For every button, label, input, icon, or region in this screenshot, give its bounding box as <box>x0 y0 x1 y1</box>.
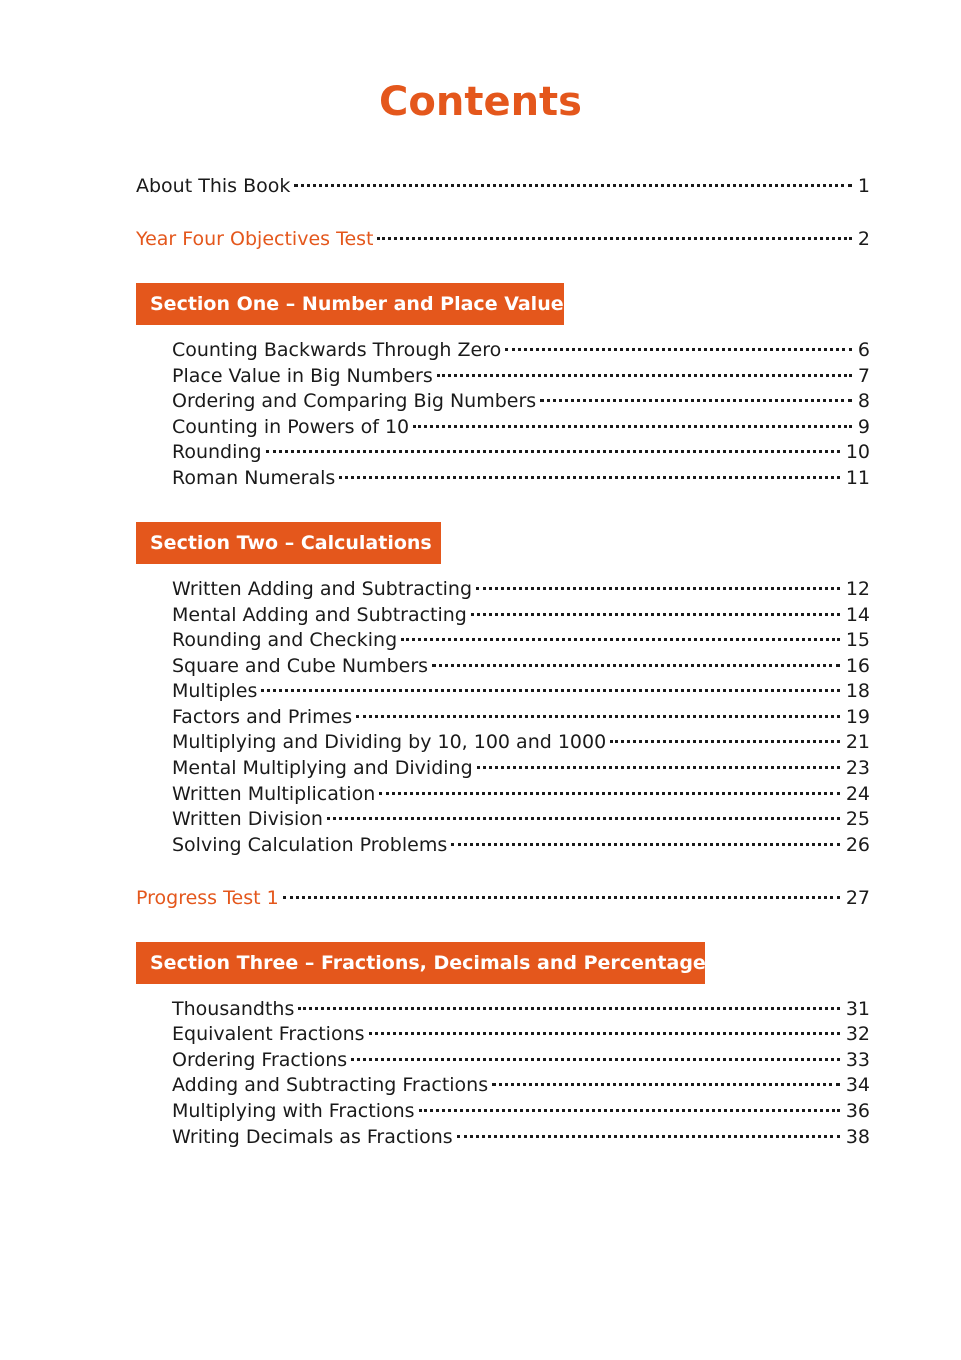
toc-entry-page: 2 <box>857 228 870 250</box>
toc-entry-label: Rounding <box>172 441 262 463</box>
dot-leader <box>451 843 840 846</box>
toc-entry-label: Equivalent Fractions <box>172 1023 365 1045</box>
toc-entry-page: 24 <box>845 783 870 805</box>
toc-entry-progress-test[interactable] <box>136 885 870 911</box>
dot-leader <box>266 450 840 453</box>
section-two-header: Section Two – Calculations <box>136 522 441 564</box>
toc-entry-page: 31 <box>845 998 870 1020</box>
toc-entry[interactable] <box>172 653 870 679</box>
toc-entry[interactable] <box>172 1072 870 1098</box>
toc-entry[interactable] <box>172 602 870 628</box>
toc-entry-objectives-test[interactable] <box>136 226 870 252</box>
toc-entry[interactable] <box>172 414 870 440</box>
toc-entry-page: 7 <box>857 365 870 387</box>
toc-entry-label: Written Multiplication <box>172 783 376 805</box>
toc-entry-page: 34 <box>845 1074 870 1096</box>
toc-entry-label: Writing Decimals as Fractions <box>172 1126 453 1148</box>
toc-entry-about[interactable] <box>136 173 870 199</box>
toc-entry[interactable] <box>172 1047 870 1073</box>
dot-leader <box>540 399 852 402</box>
dot-leader <box>351 1058 840 1061</box>
toc-entry-label: Factors and Primes <box>172 706 353 728</box>
dot-leader <box>413 425 852 428</box>
toc-entry-label: Written Adding and Subtracting <box>172 578 473 600</box>
dot-leader <box>369 1032 840 1035</box>
dot-leader <box>294 184 852 187</box>
toc-entry[interactable] <box>172 1124 870 1150</box>
dot-leader <box>401 638 840 641</box>
toc-entry[interactable] <box>172 755 870 781</box>
toc-entry-page: 11 <box>845 467 870 489</box>
toc-entry-label: Mental Adding and Subtracting <box>172 604 467 626</box>
dot-leader <box>298 1007 839 1010</box>
dot-leader <box>283 896 840 899</box>
toc-entry-page: 8 <box>857 390 870 412</box>
toc-entry-page: 16 <box>845 655 870 677</box>
toc-entry-label: Ordering Fractions <box>172 1049 348 1071</box>
dot-leader <box>261 689 839 692</box>
toc-entry-page: 6 <box>857 339 870 361</box>
toc-entry-page: 10 <box>845 441 870 463</box>
toc-entry-page: 12 <box>845 578 870 600</box>
toc-entry-page: 23 <box>845 757 870 779</box>
toc-entry[interactable] <box>172 678 870 704</box>
dot-leader <box>477 766 840 769</box>
dot-leader <box>356 715 840 718</box>
toc-entry-page: 18 <box>845 680 870 702</box>
toc-entry[interactable] <box>172 627 870 653</box>
dot-leader <box>610 740 840 743</box>
toc-entry[interactable] <box>172 781 870 807</box>
page-title: Contents <box>379 79 582 125</box>
toc-entry[interactable] <box>172 465 870 491</box>
toc-entry-page: 32 <box>845 1023 870 1045</box>
toc-entry-page: 14 <box>845 604 870 626</box>
toc-entry-label: Rounding and Checking <box>172 629 398 651</box>
dot-leader <box>377 237 851 240</box>
toc-entry-label: Counting in Powers of 10 <box>172 416 410 438</box>
dot-leader <box>432 664 840 667</box>
toc-entry-label: About This Book <box>136 175 291 197</box>
toc-entry[interactable] <box>172 996 870 1022</box>
toc-entry[interactable] <box>172 576 870 602</box>
dot-leader <box>339 476 840 479</box>
toc-entry-page: 38 <box>845 1126 870 1148</box>
dot-leader <box>327 817 840 820</box>
toc-entry-label: Multiplying and Dividing by 10, 100 and 1000 <box>172 731 607 753</box>
toc-entry-page: 26 <box>845 834 870 856</box>
toc-entry-label: Adding and Subtracting Fractions <box>172 1074 489 1096</box>
section-one-header: Section One – Number and Place Value <box>136 283 564 325</box>
toc-entry[interactable] <box>172 704 870 730</box>
dot-leader <box>471 613 840 616</box>
toc-entry-label: Progress Test 1 <box>136 887 279 909</box>
toc-entry[interactable] <box>172 729 870 755</box>
toc-entry-page: 19 <box>845 706 870 728</box>
toc-entry-label: Year Four Objectives Test <box>136 228 374 250</box>
toc-entry-page: 21 <box>845 731 870 753</box>
toc-entry-label: Place Value in Big Numbers <box>172 365 433 387</box>
toc-entry[interactable] <box>172 806 870 832</box>
toc-entry-label: Solving Calculation Problems <box>172 834 448 856</box>
toc-entry-page: 9 <box>857 416 870 438</box>
dot-leader <box>419 1109 840 1112</box>
toc-entry-label: Square and Cube Numbers <box>172 655 429 677</box>
toc-entry-label: Counting Backwards Through Zero <box>172 339 502 361</box>
toc-entry[interactable] <box>172 363 870 389</box>
toc-entry[interactable] <box>172 1021 870 1047</box>
toc-entry-page: 25 <box>845 808 870 830</box>
toc-entry-label: Ordering and Comparing Big Numbers <box>172 390 537 412</box>
toc-entry-label: Written Division <box>172 808 323 830</box>
toc-entry[interactable] <box>172 832 870 858</box>
dot-leader <box>492 1083 840 1086</box>
toc-entry-page: 1 <box>857 175 870 197</box>
toc-entry-label: Roman Numerals <box>172 467 336 489</box>
toc-entry[interactable] <box>172 337 870 363</box>
dot-leader <box>476 587 840 590</box>
toc-entry[interactable] <box>172 1098 870 1124</box>
toc-entry-page: 36 <box>845 1100 870 1122</box>
dot-leader <box>505 348 852 351</box>
toc-entry-page: 15 <box>845 629 870 651</box>
toc-entry-label: Mental Multiplying and Dividing <box>172 757 473 779</box>
toc-entry-label: Multiplying with Fractions <box>172 1100 415 1122</box>
toc-entry-page: 27 <box>845 887 870 909</box>
dot-leader <box>457 1135 840 1138</box>
toc-entry-label: Thousandths <box>172 998 295 1020</box>
toc-entry[interactable] <box>172 439 870 465</box>
toc-entry[interactable] <box>172 388 870 414</box>
toc-entry-page: 33 <box>845 1049 870 1071</box>
toc-entry-label: Multiples <box>172 680 258 702</box>
section-three-header: Section Three – Fractions, Decimals and Percentages <box>136 942 705 984</box>
dot-leader <box>437 374 852 377</box>
dot-leader <box>379 792 840 795</box>
